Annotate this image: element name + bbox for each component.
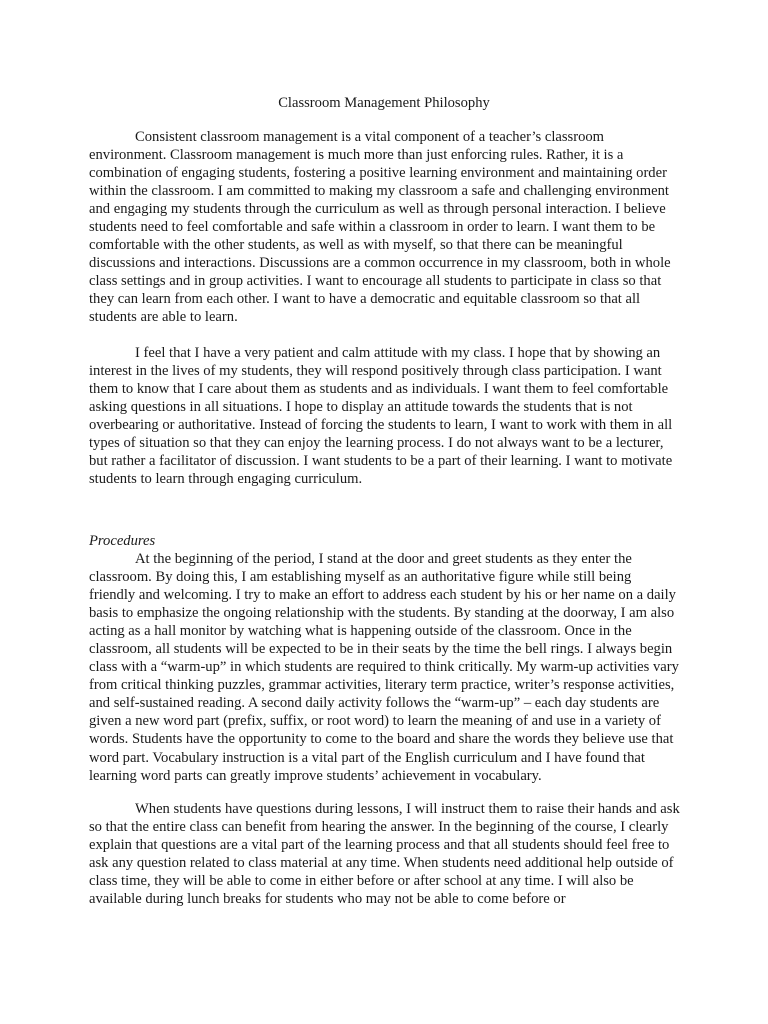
body-paragraph-1-text: Consistent classroom management is a vital component of a teacher’s classroom environment. Classroom management is much more than just enforcing rules. Rather, it is a combination of engaging students, fostering a positive learning environment and maintaining order within the classroom. I am committed to making my classroom a safe and challenging environment and engaging my students through the curriculum as well as through personal interaction. I believe students need to feel comfortable and safe within a classroom in order to learn. I want them to be comfortable with the other students, as well as with myself, so that there can be meaningful discussions and interactions. Discussions are a common occurrence in my classroom, both in whole class settings and in group activities. I want to encourage all students to participate in class so that they can learn from each other. I want to have a democratic and equitable classroom so that all students are able to learn. [89,129,671,326]
document-title: Classroom Management Philosophy [278,95,490,111]
body-paragraph-1 [89,128,681,327]
procedures-heading: Procedures [89,533,156,549]
procedures-paragraph-2 [89,800,681,908]
body-paragraph-2 [89,344,681,488]
body-paragraph-2-text: I feel that I have a very patient and calm attitude with my class. I hope that by showing an interest in the lives of my students, they will respond positively through class participation. I want them to know that I care about them as students and as individuals. I want them to feel comfortable asking questions in all situations. I hope to display an attitude towards the students that is not overbearing or authoritative. Instead of forcing the students to learn, I want to work with them in all types of situation so that they can enjoy the learning process. I do not always want to be a lecturer, but rather a facilitator of discussion. I want students to be a part of their learning. I want to motivate students to learn through engaging curriculum. [89,345,673,488]
procedures-paragraph-2-text: When students have questions during lessons, I will instruct them to raise their hands and ask so that the entire class can benefit from hearing the answer. In the beginning of the course, I clearly explain that questions are a vital part of the learning process and that all students should feel free to ask any question related to class material at any time. When students need additional help outside of class time, they will be able to come in either before or after school at any time. I will also be available during lunch breaks for students who may not be able to come before or [89,801,680,908]
procedures-paragraph-1-text: At the beginning of the period, I stand at the door and greet students as they enter the classroom. By doing this, I am establishing myself as an authoritative figure while still being friendly and welcoming. I try to make an effort to address each student by his or her name on a daily basis to emphasize the ongoing relationship with the students. By standing at the doorway, I am also acting as a hall monitor by watching what is happening outside of the classroom. Once in the classroom, all students will be expected to be in their seats by the time the bell rings. I always begin class with a “warm-up” in which students are required to think critically. My warm-up activities vary from critical thinking puzzles, grammar activities, literary term practice, writer’s response activities, and self-sustained reading. A second daily activity follows the “warm-up” – each day students are given a new word part (prefix, suffix, or root word) to learn the meaning of and use in a variety of words. Students have the opportunity to come to the board and share the words they believe use that word part. Vocabulary instruction is a vital part of the English curriculum and I have found that learning word parts can greatly improve students’ achievement in vocabulary. [89,551,679,784]
procedures-paragraph-1 [89,550,681,785]
